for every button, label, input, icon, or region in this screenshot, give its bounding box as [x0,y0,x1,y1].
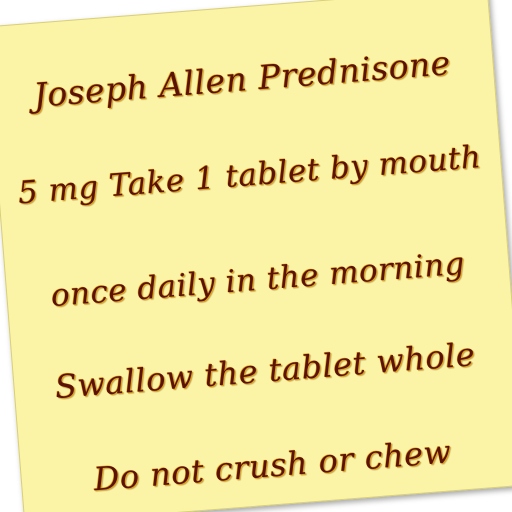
note-line-patient-drug: Joseph Allen Prednisone [32,43,453,115]
note-line-swallow-whole: Swallow the tablet whole [53,335,477,407]
note-line-dose-instruction: 5 mg Take 1 tablet by mouth [16,139,483,212]
note-line-frequency: once daily in the morning [49,245,467,315]
note-line-do-not-crush: Do not crush or chew [92,432,453,499]
